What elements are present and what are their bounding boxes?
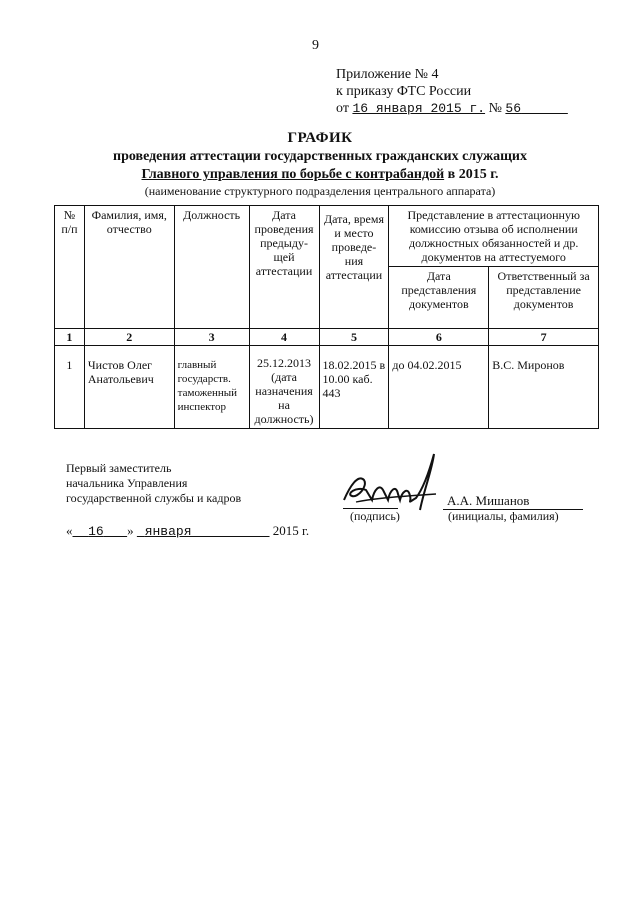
- appendix-title: Приложение № 4: [336, 67, 439, 82]
- header-docs-responsible: Ответственный за представление документов: [489, 267, 599, 329]
- unit-name: Главного управления по борьбе с контрабандой: [141, 167, 445, 182]
- footer-day: 16: [88, 524, 104, 539]
- col-number: 5: [319, 329, 389, 346]
- doc-subtitle-unit: [0, 167, 640, 183]
- cell-fio: Чистов Олег Анатольевич: [84, 346, 174, 429]
- footer-month: января: [144, 524, 192, 539]
- signer-line-3: государственной службы и кадров: [66, 491, 242, 505]
- initials-label: (инициалы, фамилия): [448, 509, 559, 523]
- appendix-num: 56: [505, 101, 522, 116]
- appendix-date: 16 января 2015 г.: [352, 101, 486, 116]
- table-row: [55, 346, 599, 429]
- signer-line-2: начальника Управления: [66, 476, 188, 490]
- footer-date: [66, 523, 309, 539]
- signer-name: А.А. Мишанов: [447, 493, 530, 508]
- appendix-order: к приказу ФТС России: [336, 84, 472, 99]
- header-num: № п/п: [55, 206, 85, 329]
- page-number: 9: [312, 38, 319, 53]
- doc-title: ГРАФИК: [287, 130, 353, 146]
- col-number: 7: [489, 329, 599, 346]
- footer-year: 2015: [272, 523, 299, 538]
- col-number: 3: [174, 329, 249, 346]
- cell-num: 1: [55, 346, 85, 429]
- cell-att-date: 18.02.2015 в 10.00 каб. 443: [319, 346, 389, 429]
- cell-prev-date: 25.12.2013 (дата назначения на должность): [249, 346, 319, 429]
- signature-label: (подпись): [350, 509, 400, 523]
- header-prev-date: Дата проведения предыду-щей аттестации: [249, 206, 319, 329]
- header-att-date: Дата, время и место проведе-ния аттестации: [319, 206, 389, 329]
- appendix-from-label: от: [336, 101, 349, 116]
- header-position: Должность: [174, 206, 249, 329]
- schedule-table: [54, 205, 599, 429]
- cell-position: главный государств. таможенный инспектор: [174, 346, 249, 429]
- col-number: 2: [84, 329, 174, 346]
- appendix-num-label: №: [488, 101, 502, 116]
- col-number: 6: [389, 329, 489, 346]
- col-number: 1: [55, 329, 85, 346]
- col-number: 4: [249, 329, 319, 346]
- footer-year-suffix: г.: [298, 523, 310, 538]
- header-docs: Представление в аттестационную комиссию отзыва об исполнении должностных обязанностей и др. документов на аттестуемого: [389, 206, 599, 267]
- signer-line-1: Первый заместитель: [66, 461, 172, 475]
- header-docs-date: Дата представления документов: [389, 267, 489, 329]
- appendix-block: [336, 66, 568, 117]
- appendix-date-line: [336, 100, 568, 117]
- subdivision-note: (наименование структурного подразделения центрального аппарата): [144, 184, 496, 198]
- signer-title: [66, 461, 241, 506]
- footer-close-quote: »: [127, 523, 134, 538]
- cell-responsible: В.С. Миронов: [489, 346, 599, 429]
- handwritten-signature: [336, 446, 446, 512]
- cell-docs-date: до 04.02.2015: [389, 346, 489, 429]
- header-fio: Фамилия, имя, отчество: [84, 206, 174, 329]
- doc-subtitle: проведения аттестации государственных гражданских служащих: [113, 149, 527, 164]
- footer-open-quote: «: [66, 523, 73, 538]
- unit-year: в 2015 г.: [444, 167, 499, 182]
